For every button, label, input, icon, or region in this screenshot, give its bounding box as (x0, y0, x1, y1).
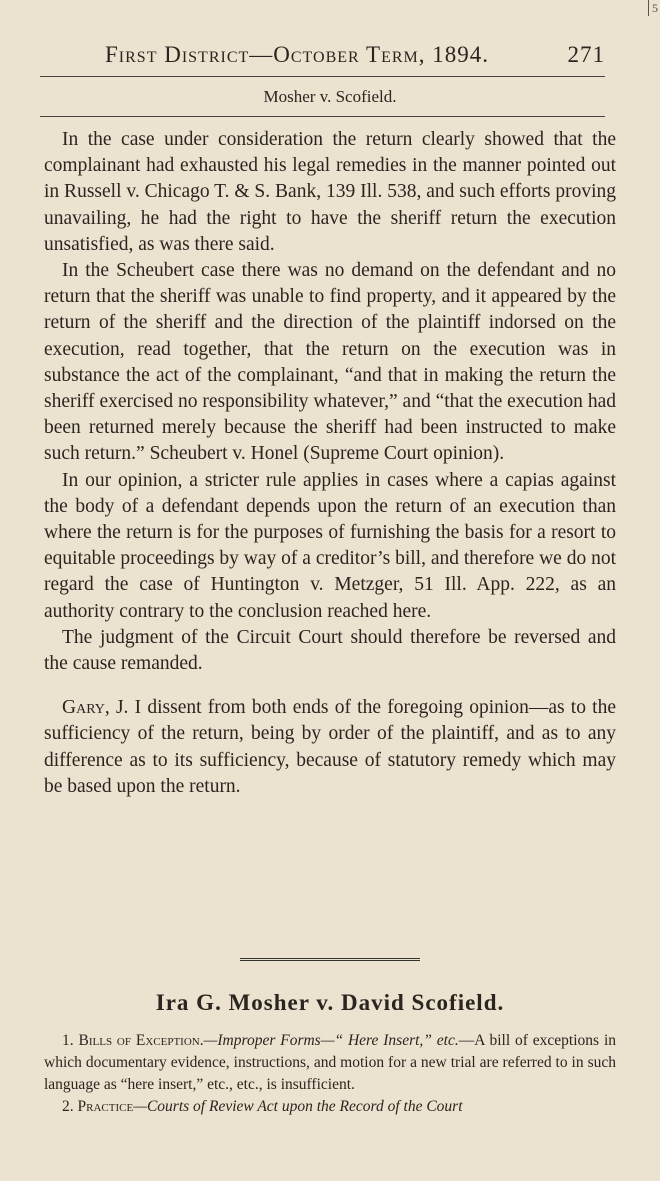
syllabus-item (44, 1096, 616, 1118)
paragraph-2: In the Scheubert case there was no demand on the defendant and no return that the sheriff was unable to find property, and it appeared by the return of the sheriff and the direction of the plaintiff indorsed on the execution, read together, that the return on the execution was in substance the act of the complainant, “and that in making the return the sheriff exercised no responsibility whatever,” and “that the execution had been returned merely because the sheriff had been instructed to make such return.” Scheubert v. Honel (Supreme Court opinion). (44, 260, 616, 465)
section-divider (240, 958, 420, 961)
edge-page-mark: 5 (648, 0, 658, 16)
syllabus-text: —A bill of exceptions in which documentary evidence, instructions, and motion for a new trial are referred to in such language as “here insert,” etc., etc., is insufficient. (44, 1032, 616, 1093)
syllabus-subtopic: —Courts of Review Act upon the Record of the Court (133, 1098, 463, 1115)
running-head: First District—October Term, 1894. (105, 42, 490, 67)
syllabus (44, 1030, 616, 1118)
header-rule (40, 76, 605, 77)
page-header (105, 42, 605, 68)
paragraph-4: The judgment of the Circuit Court should therefore be reversed and the cause remanded. (44, 626, 616, 675)
next-case-title: Ira G. Mosher v. David Scofield. (155, 990, 505, 1015)
syllabus-number: 2. (62, 1098, 74, 1115)
syllabus-subtopic: —Improper Forms—“ Here Insert,” etc. (203, 1032, 459, 1049)
opinion-body (44, 127, 616, 800)
dissent-text: I dissent from both ends of the foregoing opinion—as to the sufficiency of the return, being by order of the plaintiff, and as to any difference as to its sufficiency, because of statutory remedy which may be based upon the return. (44, 697, 616, 797)
dissent-judge: Gary, J. (62, 697, 129, 719)
dissent-paragraph (44, 695, 616, 800)
paragraph-1: In the case under consideration the return clearly showed that the complainant had exhausted his legal remedies in the manner pointed out in Russell v. Chicago T. & S. Bank, 139 Ill. 538, and such efforts proving unavailing, he had the right to have the sheriff return the execution unsatisfied, as was there said. (44, 129, 616, 255)
page-number: 271 (567, 42, 605, 67)
syllabus-number: 1. (62, 1032, 74, 1049)
subtitle-rule (40, 116, 605, 117)
syllabus-topic: Practice (77, 1098, 134, 1115)
paragraph-3: In our opinion, a stricter rule applies in cases where a capias against the body of a defendant depends upon the return of an execution than where the return is for the purposes of furnishing the basis for a resort to equitable proceedings by way of a creditor’s bill, and therefore we do not regard the case of Huntington v. Metzger, 51 Ill. App. 222, as an authority contrary to the conclusion reached here. (44, 469, 616, 622)
syllabus-topic: Bills of Exception. (78, 1032, 204, 1049)
case-subtitle: Mosher v. Scofield. (263, 87, 397, 106)
syllabus-item (44, 1030, 616, 1096)
